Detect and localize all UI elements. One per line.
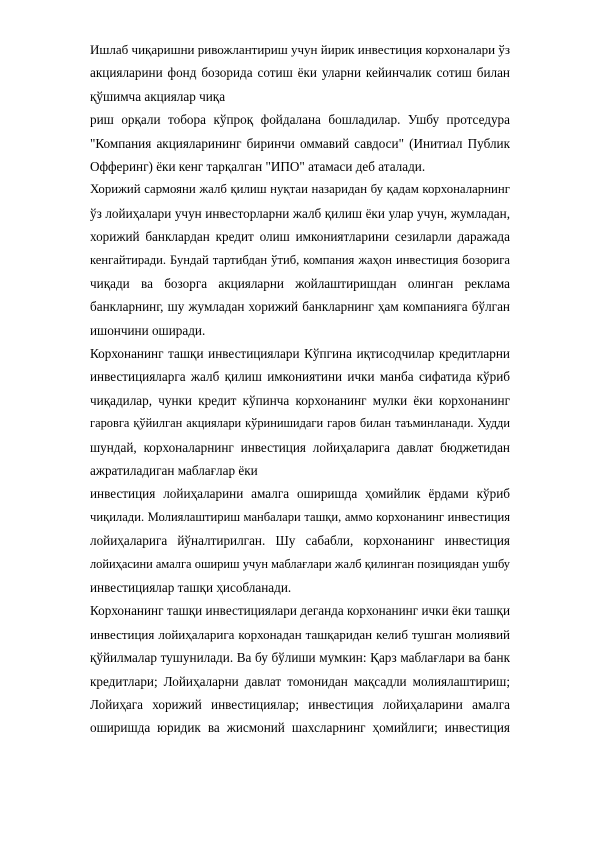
text-line: хорижий банклардан кредит олиш имкониятларини сезиларли даражада xyxy=(90,229,510,245)
text-line: кредитлари; Лойиҳаларни давлат томонидан мақсадли молиялаштириш; xyxy=(90,673,510,689)
text-line: Корхонанинг ташқи инвестициялари деганда корхонанинг ички ёки ташқи xyxy=(90,603,510,619)
text-line: инвестиция лойиҳаларига корхонадан ташқаридан келиб тушган молиявий xyxy=(90,626,510,642)
text-line: қўшимча акциялар чиқа xyxy=(90,88,226,104)
text-line: шундай, корхоналарнинг инвестиция лойиҳаларига давлат бюджетидан xyxy=(90,439,510,455)
text-line: чиқади ва бозорга акцияларни жойлаштиришдан олинган реклама xyxy=(90,275,510,291)
text-line: "Компания акцияларининг биринчи оммавий савдоси" (Инитиал Публик xyxy=(90,135,510,151)
text-line: Лойиҳага хорижий инвестициялар; инвестиция лойиҳаларини амалга xyxy=(90,696,510,712)
text-line: Хорижий сармояни жалб қилиш нуқтаи назаридан бу қадам корхоналарнинг xyxy=(90,182,510,197)
text-line: инвестициялар ташқи ҳисобланади. xyxy=(90,579,292,595)
text-line: қўйилмалар тушунилади. Ва бу бўлиши мумкин: Қарз маблағлари ва банк xyxy=(90,650,510,666)
text-line: ажратиладиган маблағлар ёки xyxy=(90,463,258,479)
text-line: кенгайтиради. Бундай тартибдан ўтиб, компания жаҳон инвестиция бозорига xyxy=(90,252,510,267)
text-line: инвестиция лойиҳаларини амалга оширишда ҳомийлик ёрдами кўриб xyxy=(90,486,510,502)
text-line: риш орқали тобора кўпроқ фойдалана бошладилар. Ушбу протседура xyxy=(90,112,510,128)
text-line: инвестицияларга жалб қилиш имкониятини ички манба сифатида кўриб xyxy=(90,369,510,385)
text-line: лойиҳасини амалга ошириш учун маблағлари жалб қилинган позициядан ушбу xyxy=(90,556,510,571)
text-line: чиқилади. Молиялаштириш манбалари ташқи, аммо корхонанинг инвестиция xyxy=(90,509,510,524)
text-line: оширишда юридик ва жисмоний шахсларнинг ҳомийлиги; инвестиция xyxy=(90,720,510,736)
document-body-text xyxy=(90,38,510,740)
text-line: гаровга қўйилган акциялари кўринишидаги гаров билан таъминланади. Худди xyxy=(90,416,510,431)
text-line: Офферинг) ёки кенг тарқалган "ИПО" атамаси деб аталади. xyxy=(90,158,426,174)
text-line: акцияларини фонд бозорида сотиш ёки уларни кейинчалик сотиш билан xyxy=(90,65,510,81)
text-line: чиқадилар, чунки кредит кўпинча корхонанинг мулки ёки корхонанинг xyxy=(90,392,510,408)
text-line: ишончини оширади. xyxy=(90,322,206,338)
text-line: ўз лойиҳалари учун инвесторларни жалб қилиш ёки улар учун, жумладан, xyxy=(90,205,510,221)
text-line: банкларнинг, шу жумладан хорижий банкларнинг ҳам компанияга бўлган xyxy=(90,299,510,315)
text-line: Ишлаб чиқаришни ривожлантириш учун йирик инвестиция корхоналари ўз xyxy=(90,42,510,57)
text-line: лойиҳаларига йўналтирилган. Шу сабабли, корхонанинг инвестиция xyxy=(90,533,510,549)
text-line: Корхонанинг ташқи инвестициялари Кўпгина иқтисодчилар кредитларни xyxy=(90,346,510,362)
